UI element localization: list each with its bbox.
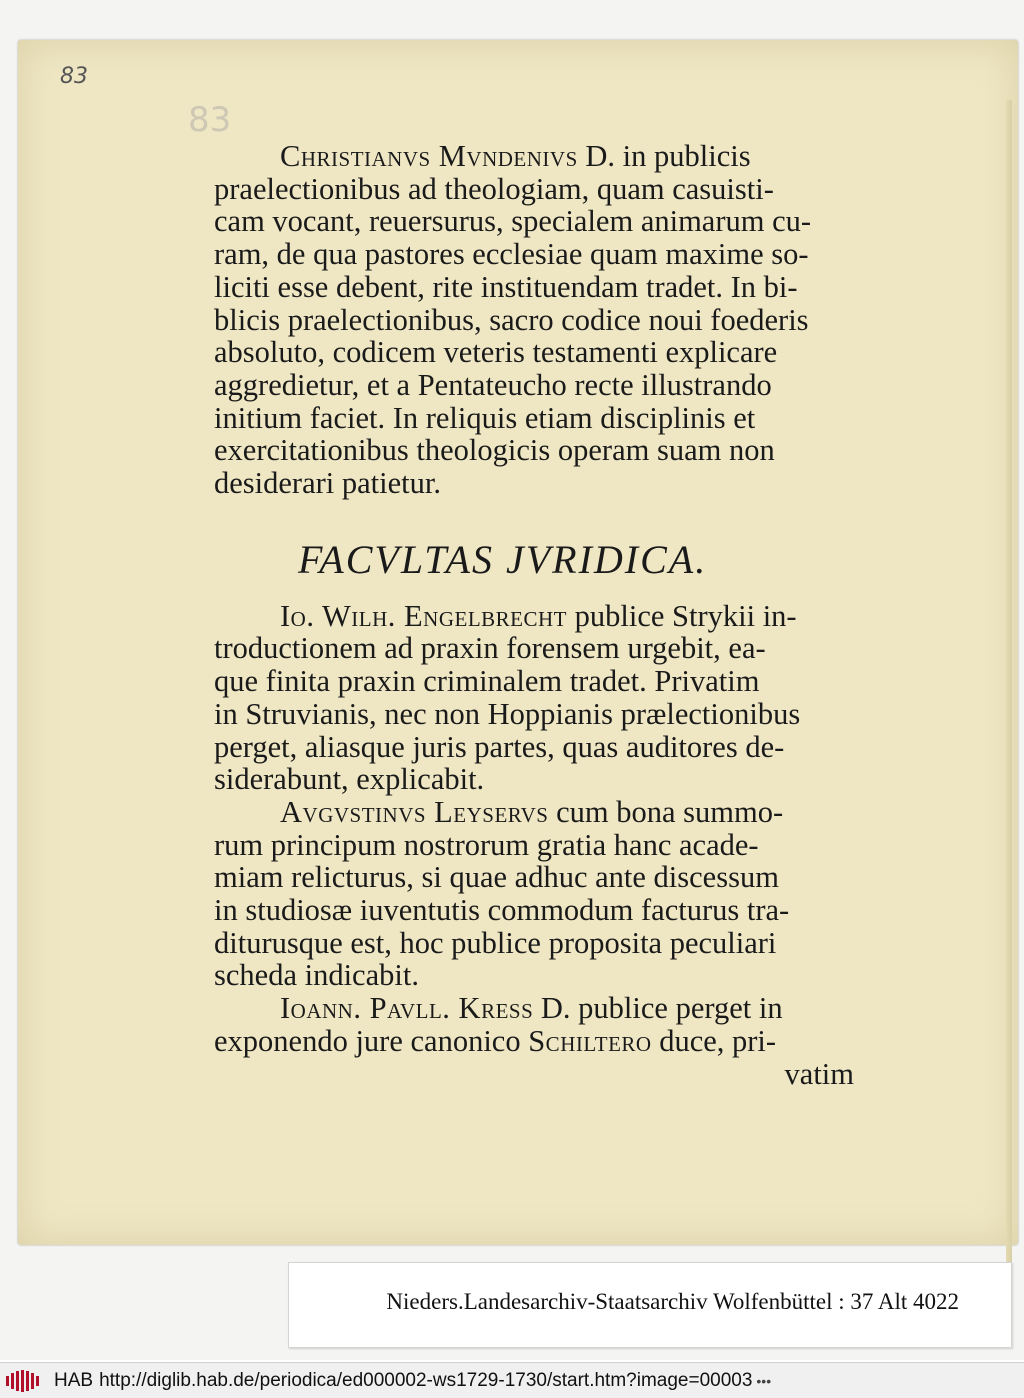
status-bar (0, 1362, 1024, 1398)
author-name: Christianvs Mvndenivs (280, 139, 578, 173)
text-line: praelectionibus ad theologiam, quam casuisti- (214, 171, 774, 206)
text-line: rum principum nostrorum gratia hanc acade- (214, 827, 759, 862)
text-line: miam relicturus, si quae adhuc ante discessum (214, 860, 779, 895)
page-edge (1006, 100, 1012, 1280)
text-line: aggredietur, et a Pentateucho recte illustrando (214, 367, 772, 402)
text-line: absoluto, codicem veteris testamenti explicare (214, 335, 778, 370)
text-line: scheda indicabit. (214, 958, 419, 993)
cited-name: Schiltero (528, 1023, 652, 1058)
author-name: Avgvstinvs Leyservs (280, 794, 549, 829)
handwritten-page-number: 83 (60, 64, 88, 89)
document-body (214, 140, 854, 1090)
text-line: siderabunt, explicabit. (214, 762, 485, 797)
status-label: HAB (54, 1369, 94, 1391)
author-name: Io. Wilh. Engelbrecht (280, 598, 568, 633)
text-line: liciti esse debent, rite instituendam tradet. In bi- (214, 269, 798, 304)
more-icon[interactable]: ••• (756, 1372, 772, 1389)
faint-stamped-number: 83 (188, 100, 232, 140)
text-line: exponendo jure canonico Schiltero duce, pri- (214, 1023, 777, 1058)
text-line: in studiosæ iuventutis commodum facturus tra- (214, 893, 790, 928)
text-line: desiderari patietur. (214, 466, 441, 501)
status-url[interactable]: http://diglib.hab.de/periodica/ed000002-ws1729-1730/start.htm?image=00003 (99, 1369, 753, 1391)
text-line: ram, de qua pastores ecclesiae quam maxime so- (214, 237, 809, 272)
text-line: Avgvstinvs Leyservs cum bona summo- (280, 794, 784, 829)
text-line: initium faciet. In reliquis etiam disciplinis et (214, 400, 756, 435)
text-line: cam vocant, reuersurus, specialem animarum cu- (214, 204, 812, 239)
text-line: blicis praelectionibus, sacro codice noui foederis (214, 302, 809, 337)
archive-caption-box (288, 1262, 1012, 1348)
text-line: Christianvs Mvndenivs D. in publicis (280, 139, 751, 173)
section-heading: FACVLTAS JVRIDICA. (298, 536, 708, 582)
hab-logo-icon (6, 1370, 46, 1392)
catchword: vatim (784, 1056, 854, 1091)
text-line: Ioann. Pavll. Kress D. publice perget in (280, 991, 783, 1026)
archive-caption: Nieders.Landesarchiv-Staatsarchiv Wolfenbüttel : 37 Alt 4022 (386, 1289, 959, 1314)
text-line: perget, aliasque juris partes, quas auditores de- (214, 729, 785, 764)
text-line: Io. Wilh. Engelbrecht publice Strykii in- (280, 598, 797, 633)
text-line: in Struvianis, nec non Hoppianis prælectionibus (214, 696, 801, 731)
text-line: exercitationibus theologicis operam suam non (214, 433, 775, 468)
text-line: que finita praxin criminalem tradet. Privatim (214, 664, 760, 699)
author-name: Ioann. Pavll. Kress (280, 991, 534, 1026)
text-line: diturusque est, hoc publice proposita peculiari (214, 925, 777, 960)
text-line: troductionem ad praxin forensem urgebit, ea- (214, 631, 766, 666)
